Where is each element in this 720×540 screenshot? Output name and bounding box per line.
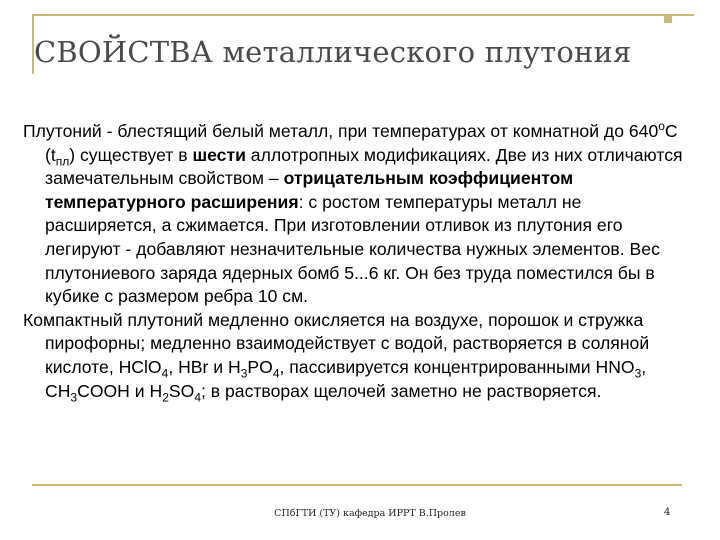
- top-rule: [32, 14, 694, 16]
- p2-text-d: , пассивируется концентрированными HNO: [279, 356, 635, 377]
- degree-sup: о: [658, 119, 665, 134]
- p2-sub-4: 3: [634, 366, 642, 381]
- p2-sub-3: 4: [272, 366, 280, 381]
- slide-title: [34, 30, 674, 74]
- p2-sub-7: 4: [194, 390, 201, 405]
- p2-text-e: , CH: [45, 356, 647, 401]
- melt-sub: пл: [55, 154, 70, 169]
- p2-sub-6: 2: [162, 390, 169, 405]
- p1-text-e: : с ростом температуры металл не расширяется, а сжимается. При изготовлении отливок из плутония его легируют - добавляют незначительные количества нужных элементов. Вес плутониевого заряда ядерных бомб 5...6 кг. Он без труда поместился бы в кубике с размером ребра 10 см.: [45, 191, 660, 307]
- title-caps: СВОЙСТВА: [34, 35, 213, 69]
- p2-text-c: PO: [247, 356, 273, 377]
- p1-text-c: ) существует в: [69, 144, 193, 165]
- p2-sub-2: 3: [240, 366, 248, 381]
- p2-sub-5: 3: [70, 390, 78, 405]
- corner-marker: [664, 15, 672, 23]
- slide-body: [23, 120, 697, 403]
- paragraph-1: [23, 120, 697, 309]
- p1-text-d: аллотропных модификациях. Две из них отличаются замечательным свойством –: [45, 144, 683, 189]
- p2-text-f: COOH и H: [77, 380, 163, 401]
- p2-text-h: ; в растворах щелочей заметно не растворяется.: [201, 380, 602, 401]
- bottom-rule: [32, 484, 682, 486]
- p1-bold-term: отрицательным коэффициентом температурного расширения: [45, 168, 574, 212]
- p2-text-g: SO: [168, 380, 195, 401]
- title-rest: металлического плутония: [222, 35, 632, 69]
- page-number: 4: [664, 507, 671, 518]
- p2-text-a: Компактный плутоний медленно окисляется на воздухе, порошок и стружка пирофорны; медленно взаимодействует с водой, растворяется в соляной кислоте, HClO: [23, 309, 650, 377]
- p2-sub-1: 4: [161, 366, 169, 381]
- paragraph-2: [23, 309, 697, 403]
- p2-text-b: , HBr и H: [168, 356, 241, 377]
- footer-text: СПбГТИ (ТУ) кафедра ИРРТ В.Пролев: [274, 508, 466, 519]
- p1-text-a: Плутоний - блестящий белый металл, при температурах от комнатной до 640: [23, 121, 659, 141]
- p1-text-b: С (t: [45, 121, 678, 165]
- p1-bold-six: шести: [192, 144, 246, 165]
